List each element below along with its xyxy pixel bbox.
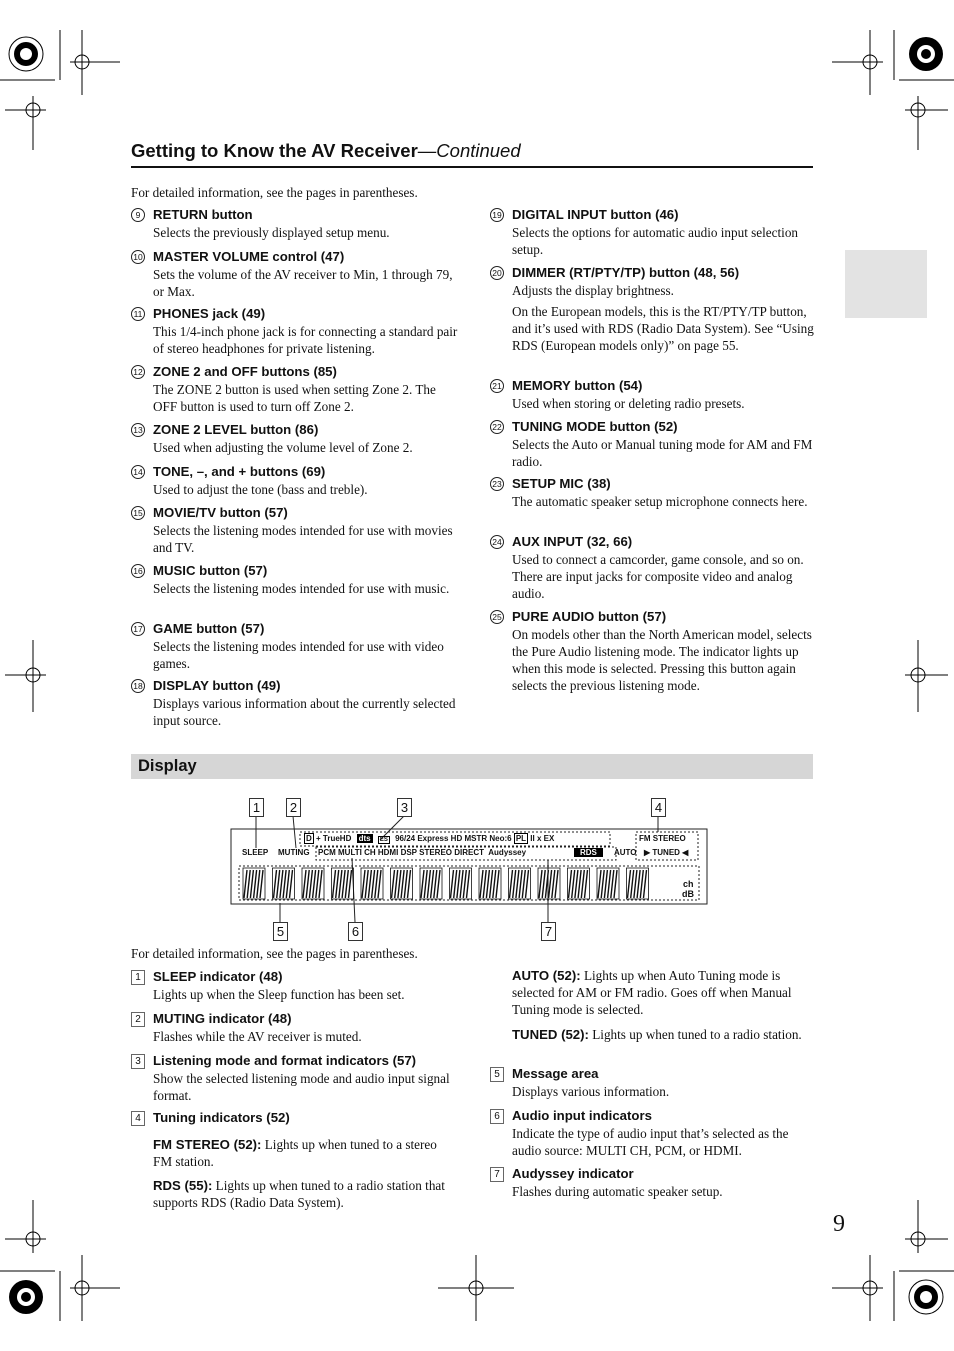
- intro-text: For detailed information, see the pages in parentheses.: [131, 185, 418, 200]
- item-title: TONE, –, and + buttons (69): [153, 464, 326, 479]
- item-paragraph: Adjusts the display brightness.: [512, 283, 674, 298]
- display-section-title: Display: [138, 757, 197, 775]
- item-number: 17: [131, 622, 145, 636]
- callout-7: 7: [541, 922, 556, 941]
- item-description: [131, 381, 461, 415]
- item-title: AUX INPUT (32, 66): [512, 534, 633, 549]
- item-heading: [131, 421, 461, 438]
- item-heading: [131, 1052, 461, 1069]
- rds-note-text: Lights up when tuned to a radio station that supports RDS (Radio Data System).: [153, 1178, 445, 1210]
- item-paragraph: Selects the Auto or Manual tuning mode for AM and FM radio.: [512, 437, 813, 469]
- segment-character: [391, 868, 413, 899]
- item-paragraph: Selects the previously displayed setup menu.: [153, 225, 390, 240]
- item-heading: [131, 305, 461, 322]
- item-heading: [490, 206, 815, 223]
- list-item: [490, 418, 815, 474]
- ch-indicator: ch: [683, 879, 694, 889]
- segment-character: [568, 868, 590, 899]
- item-description: [490, 436, 815, 470]
- panel-row1: [304, 834, 554, 843]
- item-heading: [131, 1109, 461, 1126]
- page-title-text: Getting to Know the AV Receiver: [131, 140, 418, 161]
- crosshair-icon: [5, 640, 46, 712]
- item-number: 20: [490, 266, 504, 280]
- item-description: [490, 1183, 815, 1200]
- format-indicators: 96/24 Express HD MSTR Neo:6: [395, 834, 512, 843]
- item-heading: [490, 608, 815, 625]
- auto-note-text: Lights up when Auto Tuning mode is selected for AM or FM radio. Goes off when Manual Tuning mode is selected.: [512, 968, 792, 1017]
- title-rule: [131, 166, 813, 168]
- list-item: [131, 562, 461, 601]
- list-item: [131, 677, 461, 733]
- item-paragraph: Sets the volume of the AV receiver to Min, 1 through 79, or Max.: [153, 267, 453, 299]
- item-description: [131, 266, 461, 300]
- intro-text-bottom: For detailed information, see the pages in parentheses.: [131, 946, 418, 961]
- item-title: Tuning indicators (52): [153, 1110, 290, 1125]
- list-item: [131, 620, 461, 676]
- item-number: 22: [490, 420, 504, 434]
- segment-character: [361, 868, 383, 899]
- list-item: [490, 377, 815, 416]
- target-mark-icon: [9, 37, 43, 71]
- direct-indicator: DIRECT: [454, 848, 485, 857]
- item-paragraph: Selects the listening modes intended for use with movies and TV.: [153, 523, 453, 555]
- item-title: SLEEP indicator (48): [153, 969, 283, 984]
- item-paragraph: Used when adjusting the volume level of Zone 2.: [153, 440, 413, 455]
- segment-character: [597, 868, 619, 899]
- item-title: MEMORY button (54): [512, 378, 643, 393]
- item-description: [490, 224, 815, 258]
- list-item: [490, 608, 815, 698]
- list-item: [131, 504, 461, 560]
- item-heading: [490, 264, 815, 281]
- dolby-indicator: D: [306, 834, 312, 843]
- item-number: 9: [131, 208, 145, 222]
- item-number: 6: [490, 1109, 504, 1124]
- callout-6: 6: [348, 922, 363, 941]
- crosshair-icon: [832, 30, 883, 95]
- item-number: 11: [131, 307, 145, 321]
- item-paragraph: Flashes while the AV receiver is muted.: [153, 1029, 362, 1044]
- db-indicator: dB: [682, 889, 694, 899]
- segment-character: [273, 868, 295, 899]
- muting-indicator: MUTING: [278, 848, 310, 857]
- item-title: MASTER VOLUME control (47): [153, 249, 345, 264]
- list-item: [131, 968, 461, 1007]
- item-number: 19: [490, 208, 504, 222]
- item-paragraph: Used to connect a camcorder, game console, and so on. There are input jacks for composite video and analog audio.: [512, 552, 804, 601]
- fm-stereo-note-text: Lights up when tuned to a stereo FM station.: [153, 1137, 437, 1169]
- plx-indicator: II x EX: [530, 834, 555, 843]
- list-item: [131, 248, 461, 304]
- item-number: 2: [131, 1012, 145, 1027]
- item-paragraph: Indicate the type of audio input that’s selected as the audio source: MULTI CH, PCM, or HDMI.: [512, 1126, 789, 1158]
- item-paragraph: Selects the options for automatic audio input selection setup.: [512, 225, 799, 257]
- item-title: MOVIE/TV button (57): [153, 505, 288, 520]
- tuned-note-label: TUNED (52):: [512, 1027, 589, 1042]
- item-number: 10: [131, 250, 145, 264]
- item-number: 13: [131, 423, 145, 437]
- crosshair-icon: [5, 1200, 46, 1253]
- stereo-indicator: STEREO: [419, 848, 453, 857]
- list-item: [490, 264, 815, 358]
- item-number: 15: [131, 506, 145, 520]
- item-paragraph: Displays various information.: [512, 1084, 670, 1099]
- item-paragraph: Used when storing or deleting radio presets.: [512, 396, 745, 411]
- item-description: [131, 1070, 461, 1104]
- item-number: 5: [490, 1067, 504, 1082]
- item-description: [490, 551, 815, 602]
- item-description: [490, 1125, 815, 1159]
- callout-4: 4: [651, 798, 666, 817]
- list-item: [131, 305, 461, 361]
- item-description: [490, 1083, 815, 1100]
- list-item: [490, 475, 815, 514]
- item-title: GAME button (57): [153, 621, 265, 636]
- item-description: [131, 439, 461, 456]
- segment-character: [509, 868, 531, 899]
- item-description: [131, 224, 461, 241]
- item-number: 23: [490, 477, 504, 491]
- item-title: PURE AUDIO button (57): [512, 609, 667, 624]
- item-number: 3: [131, 1054, 145, 1069]
- item-paragraph: Selects the listening modes intended for use with music.: [153, 581, 450, 596]
- auto-note-label: AUTO (52):: [512, 968, 581, 983]
- segment-character: [627, 868, 649, 899]
- item-title: ZONE 2 and OFF buttons (85): [153, 364, 337, 379]
- item-title: MUTING indicator (48): [153, 1011, 292, 1026]
- crosshair-icon: [905, 96, 948, 150]
- truehd-indicator: + TrueHD: [316, 834, 352, 843]
- item-number: 21: [490, 379, 504, 393]
- item-title: RETURN button: [153, 207, 253, 222]
- audyssey-indicator: Audyssey: [488, 848, 527, 857]
- item-number: 4: [131, 1111, 145, 1126]
- list-item: [490, 1165, 815, 1204]
- pcm-indicator: PCM: [318, 848, 336, 857]
- target-mark-icon: [909, 1280, 943, 1314]
- fm-stereo-note: [153, 1136, 458, 1170]
- list-item: [131, 1052, 461, 1108]
- callout-1: 1: [249, 798, 264, 817]
- item-description: [131, 695, 461, 729]
- item-heading: [131, 968, 461, 985]
- item-title: ZONE 2 LEVEL button (86): [153, 422, 319, 437]
- segment-character: [332, 868, 354, 899]
- list-item: [490, 206, 815, 262]
- item-heading: [131, 504, 461, 521]
- segment-character: [479, 868, 501, 899]
- list-item: [131, 463, 461, 502]
- item-heading: [490, 1165, 815, 1182]
- rds-indicator: RDS: [574, 848, 603, 857]
- crosshair-icon: [438, 1255, 514, 1321]
- item-title: SETUP MIC (38): [512, 476, 611, 491]
- item-title: DISPLAY button (49): [153, 678, 281, 693]
- item-number: 25: [490, 610, 504, 624]
- list-item: [490, 1107, 815, 1163]
- item-heading: [490, 1107, 815, 1124]
- item-description: [131, 522, 461, 556]
- item-heading: [131, 562, 461, 579]
- side-tab: [845, 250, 927, 318]
- item-number: 1: [131, 970, 145, 985]
- item-paragraph: Show the selected listening mode and audio input signal format.: [153, 1071, 450, 1103]
- crosshair-icon: [70, 1255, 120, 1321]
- segment-character: [302, 868, 324, 899]
- panel-row2: [318, 848, 526, 857]
- item-heading: [131, 620, 461, 637]
- item-description: [131, 323, 461, 357]
- item-description: [131, 481, 461, 498]
- item-description: [131, 580, 461, 597]
- item-title: PHONES jack (49): [153, 306, 266, 321]
- item-paragraph: Flashes during automatic speaker setup.: [512, 1184, 723, 1199]
- auto-note: [512, 967, 812, 1018]
- crosshair-icon: [905, 1200, 948, 1253]
- item-heading: [490, 1065, 815, 1082]
- item-description: [490, 626, 815, 694]
- item-paragraph: Selects the listening modes intended for use with video games.: [153, 639, 444, 671]
- list-item: [490, 533, 815, 606]
- crosshair-icon: [5, 96, 46, 150]
- sleep-indicator: SLEEP: [242, 848, 269, 857]
- item-paragraph: The automatic speaker setup microphone connects here.: [512, 494, 808, 509]
- segment-character: [243, 868, 265, 899]
- callout-3: 3: [397, 798, 412, 817]
- page-title: [131, 140, 521, 162]
- item-title: Audio input indicators: [512, 1108, 652, 1123]
- item-heading: [131, 206, 461, 223]
- fm-stereo-note-label: FM STEREO (52):: [153, 1137, 262, 1152]
- item-number: 12: [131, 365, 145, 379]
- item-heading: [131, 363, 461, 380]
- dts-indicator: dts: [358, 834, 371, 843]
- crosshair-icon: [70, 30, 120, 95]
- es-indicator: ES: [379, 837, 388, 843]
- item-heading: [131, 248, 461, 265]
- item-description: [490, 395, 815, 412]
- item-number: 24: [490, 535, 504, 549]
- item-title: Audyssey indicator: [512, 1166, 634, 1181]
- pl-indicator: PL: [515, 834, 527, 843]
- item-number: 16: [131, 564, 145, 578]
- item-title: Message area: [512, 1066, 599, 1081]
- target-mark-icon: [9, 1280, 43, 1314]
- segment-character: [450, 868, 472, 899]
- tuned-indicator: ▶ TUNED ◀: [644, 848, 689, 857]
- list-item: [131, 1010, 461, 1049]
- item-heading: [131, 1010, 461, 1027]
- page-number: 9: [833, 1211, 845, 1237]
- segment-character: [538, 868, 560, 899]
- item-number: 18: [131, 679, 145, 693]
- fm-stereo-indicator: FM STEREO: [639, 834, 686, 843]
- dsp-indicator: DSP: [400, 848, 417, 857]
- hdmi-indicator: HDMI: [377, 848, 399, 857]
- item-number: 7: [490, 1167, 504, 1182]
- item-description: [131, 986, 461, 1003]
- multi-ch-indicator: MULTI CH: [338, 848, 376, 857]
- item-description: [490, 493, 815, 510]
- item-title: DIGITAL INPUT button (46): [512, 207, 679, 222]
- list-item: [490, 1065, 815, 1104]
- item-description: [131, 1028, 461, 1045]
- item-title: Listening mode and format indicators (57): [153, 1053, 417, 1068]
- item-title: MUSIC button (57): [153, 563, 268, 578]
- item-title: TUNING MODE button (52): [512, 419, 678, 434]
- item-description: [490, 282, 815, 354]
- tuned-note-text: Lights up when tuned to a radio station.: [592, 1027, 802, 1042]
- item-paragraph: On the European models, this is the RT/PTY/TP button, and it’s used with RDS (Radio Data System). See “Using RDS (European models only)” on page 55.: [512, 304, 814, 353]
- list-item: [131, 421, 461, 460]
- page-title-continued: —Continued: [417, 140, 521, 161]
- item-heading: [490, 418, 815, 435]
- callout-5: 5: [273, 922, 288, 941]
- item-paragraph: Lights up when the Sleep function has been set.: [153, 987, 405, 1002]
- rds-note: [153, 1177, 458, 1211]
- tuned-note: [512, 1026, 812, 1043]
- item-paragraph: Displays various information about the currently selected input source.: [153, 696, 456, 728]
- item-paragraph: Used to adjust the tone (bass and treble).: [153, 482, 368, 497]
- crosshair-icon: [832, 1255, 883, 1321]
- list-item: [131, 1109, 461, 1127]
- segment-character: [420, 868, 442, 899]
- item-heading: [490, 377, 815, 394]
- item-heading: [490, 533, 815, 550]
- item-heading: [131, 677, 461, 694]
- item-paragraph: The ZONE 2 button is used when setting Zone 2. The OFF button is used to turn off Zone 2.: [153, 382, 436, 414]
- list-item: [131, 206, 461, 245]
- display-section-bar: [131, 754, 813, 779]
- item-description: [131, 638, 461, 672]
- crosshair-icon: [905, 640, 948, 712]
- auto-indicator: AUTO: [614, 848, 637, 857]
- item-heading: [490, 475, 815, 492]
- item-paragraph: This 1/4-inch phone jack is for connecting a standard pair of stereo headphones for private listening.: [153, 324, 458, 356]
- list-item: [131, 363, 461, 419]
- callout-2: 2: [286, 798, 301, 817]
- item-paragraph: On models other than the North American model, selects the Pure Audio listening mode. The indicator lights up when this mode is selected. Pressing this button again selects the previous listening mode.: [512, 627, 812, 693]
- item-title: DIMMER (RT/PTY/TP) button (48, 56): [512, 265, 740, 280]
- item-number: 14: [131, 465, 145, 479]
- item-heading: [131, 463, 461, 480]
- target-mark-icon: [909, 37, 943, 71]
- rds-note-label: RDS (55):: [153, 1178, 213, 1193]
